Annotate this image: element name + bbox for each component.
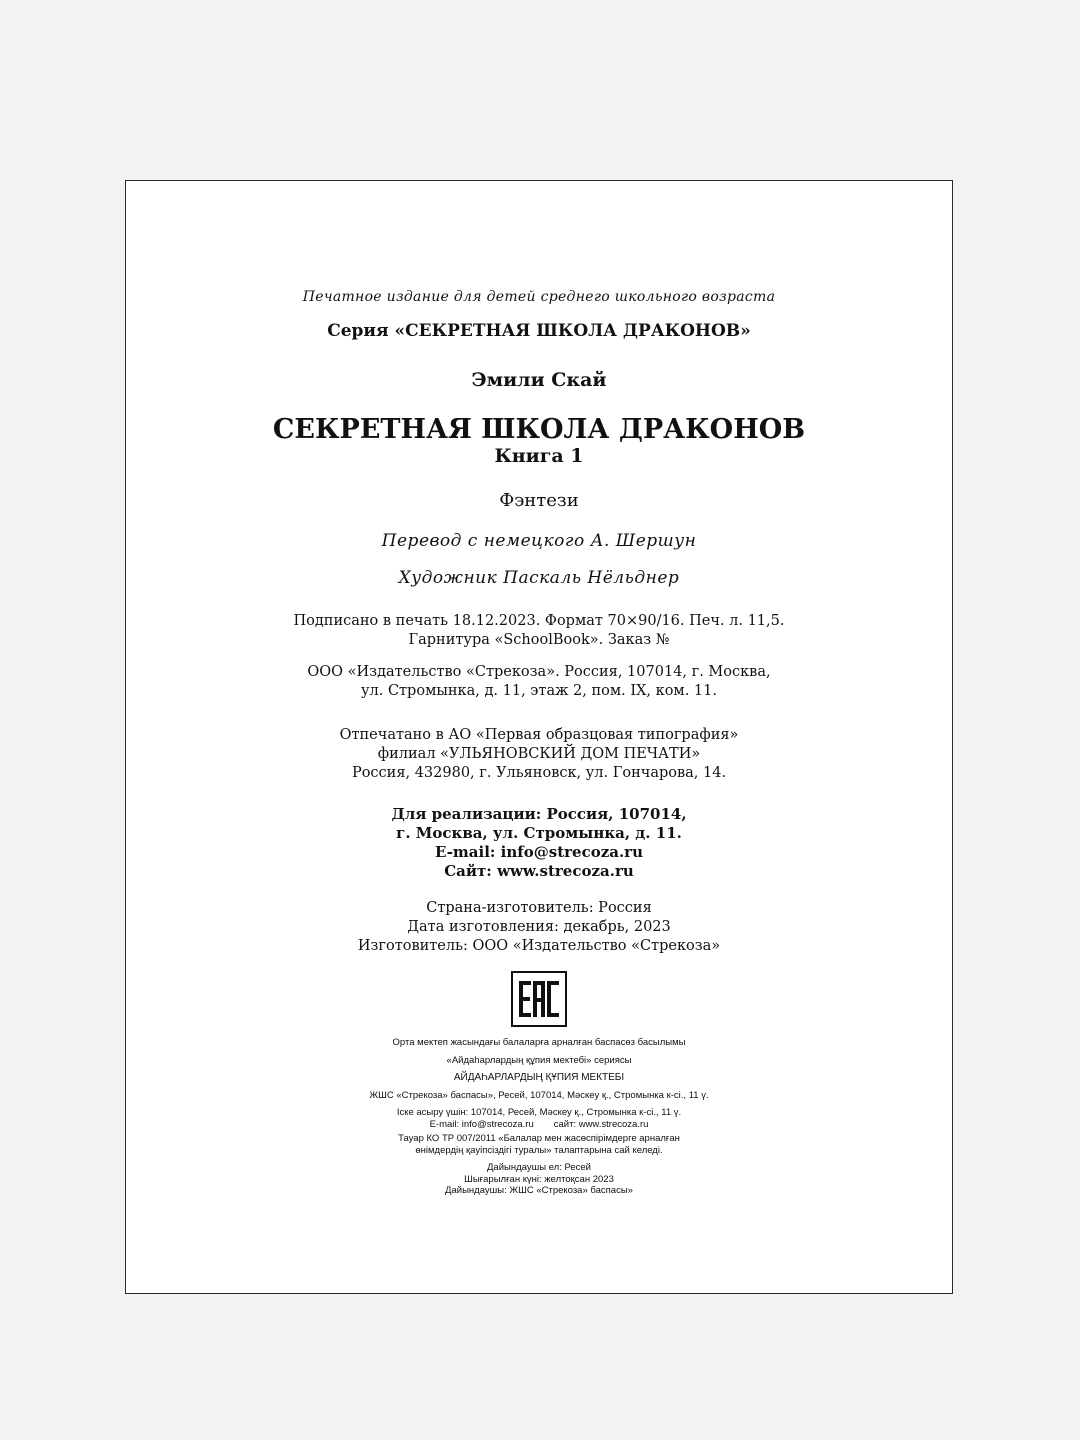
kz-importer: Іске асыру үшін: 107014, Ресей, Мәскеу қ., Стромынка к-сі., 11 ү. bbox=[396, 1107, 682, 1118]
sales-line: Для реализации: Россия, 107014, bbox=[391, 805, 687, 823]
author-name: Эмили Скай bbox=[471, 369, 607, 391]
kz-contacts bbox=[126, 1119, 952, 1131]
printer-line: Отпечатано в АО «Первая образцовая типография» bbox=[339, 727, 739, 743]
kz-site: сайт: www.strecoza.ru bbox=[553, 1118, 649, 1130]
printer-info bbox=[126, 726, 952, 783]
sales-contacts bbox=[126, 805, 952, 881]
printer-line: филиал «УЛЬЯНОВСКИЙ ДОМ ПЕЧАТИ» bbox=[377, 746, 701, 762]
publisher-address bbox=[126, 663, 952, 701]
book-title: СЕКРЕТНАЯ ШКОЛА ДРАКОНОВ bbox=[272, 414, 806, 445]
translator-credit: Перевод с немецкого А. Шершун bbox=[381, 531, 697, 551]
manufacture-info bbox=[126, 899, 952, 956]
kz-publisher: ЖШС «Стрекоза» баспасы», Ресей, 107014, Мәскеу қ., Стромынка к-сі., 11 ү. bbox=[369, 1089, 709, 1101]
manufacture-line: Страна-изготовитель: Россия bbox=[426, 900, 652, 916]
kz-audience: Орта мектеп жасындағы балаларға арналған баспасөз басылымы bbox=[392, 1037, 686, 1048]
kz-manufacture-line: Шығарылған күні: желтоқсан 2023 bbox=[464, 1173, 614, 1185]
sales-line: г. Москва, ул. Стромынка, д. 11. bbox=[396, 824, 682, 842]
kazakh-imprint bbox=[126, 1037, 952, 1197]
eac-certification-icon bbox=[511, 971, 567, 1027]
print-details-line: Подписано в печать 18.12.2023. Формат 70×90/16. Печ. л. 11,5. bbox=[293, 613, 785, 629]
book-imprint-page bbox=[125, 180, 953, 1294]
publisher-line: ООО «Издательство «Стрекоза». Россия, 107014, г. Москва, bbox=[307, 664, 771, 680]
kz-manufacture-line: Дайындаушы: ЖШС «Стрекоза» баспасы» bbox=[445, 1185, 633, 1196]
book-number: Книга 1 bbox=[494, 445, 584, 467]
sales-email: E-mail: info@strecoza.ru bbox=[435, 843, 643, 861]
kz-email: E-mail: info@strecoza.ru bbox=[429, 1118, 534, 1130]
genre: Фэнтези bbox=[499, 490, 579, 511]
manufacture-line: Изготовитель: ООО «Издательство «Стрекоза» bbox=[357, 938, 721, 954]
sales-website: Сайт: www.strecoza.ru bbox=[444, 862, 634, 880]
kz-manufacture-line: Дайындаушы ел: Ресей bbox=[487, 1162, 591, 1173]
printer-line: Россия, 432980, г. Ульяновск, ул. Гончарова, 14. bbox=[351, 765, 727, 781]
imprint-content bbox=[126, 289, 952, 1197]
series-name: Серия «СЕКРЕТНАЯ ШКОЛА ДРАКОНОВ» bbox=[327, 321, 751, 341]
audience-note: Печатное издание для детей среднего школьного возраста bbox=[302, 289, 776, 305]
kz-series: «Айдаһарлардың құпия мектебі» сериясы bbox=[446, 1054, 632, 1066]
kz-standard-line: Тауар КО ТР 007/2011 «Балалар мен жасөспірімдерге арналған bbox=[398, 1133, 680, 1144]
print-details bbox=[126, 612, 952, 650]
artist-credit: Художник Паскаль Нёльднер bbox=[398, 568, 680, 588]
publisher-line: ул. Стромынка, д. 11, этаж 2, пом. IX, ком. 11. bbox=[360, 683, 717, 699]
manufacture-line: Дата изготовления: декабрь, 2023 bbox=[407, 919, 671, 935]
kz-title: АЙДАҺАРЛАРДЫҢ ҚҰПИЯ МЕКТЕБІ bbox=[453, 1072, 625, 1083]
kz-standard-line: өнімдердің қауіпсіздігі туралы» талаптарына сай келеді. bbox=[415, 1144, 663, 1156]
print-details-line: Гарнитура «SchoolBook». Заказ № bbox=[408, 632, 670, 648]
